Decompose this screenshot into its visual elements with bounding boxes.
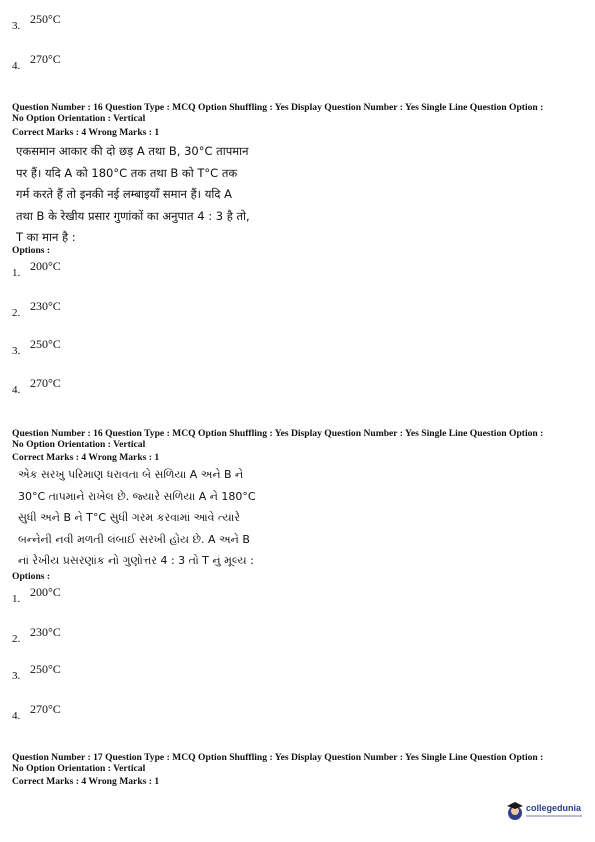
question-text-line: T का मान है : <box>16 230 76 244</box>
brand-name: collegedunia <box>526 803 582 813</box>
option-value: 270°C <box>30 376 61 390</box>
option-number: 4. <box>12 60 21 72</box>
option-value: 250°C <box>30 662 61 676</box>
option-number: 4. <box>12 384 21 396</box>
option-number: 1. <box>12 593 21 605</box>
option-value: 270°C <box>30 702 61 716</box>
option-value: 230°C <box>30 299 61 313</box>
options-label: Options : <box>12 571 51 582</box>
collegedunia-logo <box>504 800 584 826</box>
question-text-line: एकसमान आकार की दो छड़ A तथा B, 30°C तापमान <box>16 144 249 158</box>
question-meta-line: No Option Orientation : Vertical <box>12 763 146 774</box>
question-text-line: સુધી અને B ને T°C સુધી ગરમ કરવામાં આવે ત્યારે <box>18 511 241 524</box>
question-text-hindi <box>16 141 276 249</box>
option-value: 270°C <box>30 52 61 66</box>
question-meta-line: No Option Orientation : Vertical <box>12 439 146 450</box>
question-text-line: એક સરખુ પરિમાણ ધરાવતા બે સળિયા A અને B ને <box>18 468 244 481</box>
question-meta <box>12 428 592 450</box>
option-number: 3. <box>12 670 21 682</box>
question-text-line: पर हैं। यदि A को 180°C तक तथा B को T°C तक <box>16 165 238 180</box>
option-value: 250°C <box>30 337 61 351</box>
question-meta-line: Question Number : 16 Question Type : MCQ Option Shuffling : Yes Display Question Number : Yes Single Line Question Option : <box>12 102 544 113</box>
option-number: 3. <box>12 20 21 32</box>
option-number: 1. <box>12 267 21 279</box>
question-meta-line: No Option Orientation : Vertical <box>12 113 146 124</box>
question-meta-line: Question Number : 17 Question Type : MCQ Option Shuffling : Yes Display Question Number : Yes Single Line Question Option : <box>12 752 544 763</box>
question-marks: Correct Marks : 4 Wrong Marks : 1 <box>12 452 160 463</box>
option-number: 3. <box>12 345 21 357</box>
question-text-line: गर्म करते हैं तो इनकी नई लम्बाइयाँ समान हैं। यदि A <box>16 187 232 201</box>
option-number: 4. <box>12 710 21 722</box>
question-marks: Correct Marks : 4 Wrong Marks : 1 <box>12 776 160 787</box>
option-value: 200°C <box>30 259 61 273</box>
question-meta <box>12 752 592 774</box>
question-text-gujarati <box>18 464 288 572</box>
question-text-line: तथा B के रेखीय प्रसार गुणांकों का अनुपात 4 : 3 है तो, <box>16 208 250 223</box>
option-number: 2. <box>12 307 21 319</box>
graduate-avatar-icon <box>504 800 526 822</box>
option-number: 2. <box>12 633 21 645</box>
question-meta <box>12 102 592 124</box>
question-marks: Correct Marks : 4 Wrong Marks : 1 <box>12 127 160 138</box>
question-text-line: બન્નેની નવી મળતી લંબાઈ સરખી હોય છે. A અને B <box>18 532 250 546</box>
option-value: 200°C <box>30 585 61 599</box>
option-value: 230°C <box>30 625 61 639</box>
brand-tagline-bar <box>526 815 582 817</box>
question-meta-line: Question Number : 16 Question Type : MCQ Option Shuffling : Yes Display Question Number : Yes Single Line Question Option : <box>12 428 544 439</box>
options-label: Options : <box>12 245 51 256</box>
question-text-line: 30°C તાપમાને રાખેલ છે. જ્યારે સળિયા A ને 180°C <box>18 489 256 503</box>
question-text-line: નાં રેખીય પ્રસરણાંક નો ગુણોત્તર 4 : 3 તો T નું મૂલ્ય : <box>18 554 254 567</box>
option-value: 250°C <box>30 12 61 26</box>
